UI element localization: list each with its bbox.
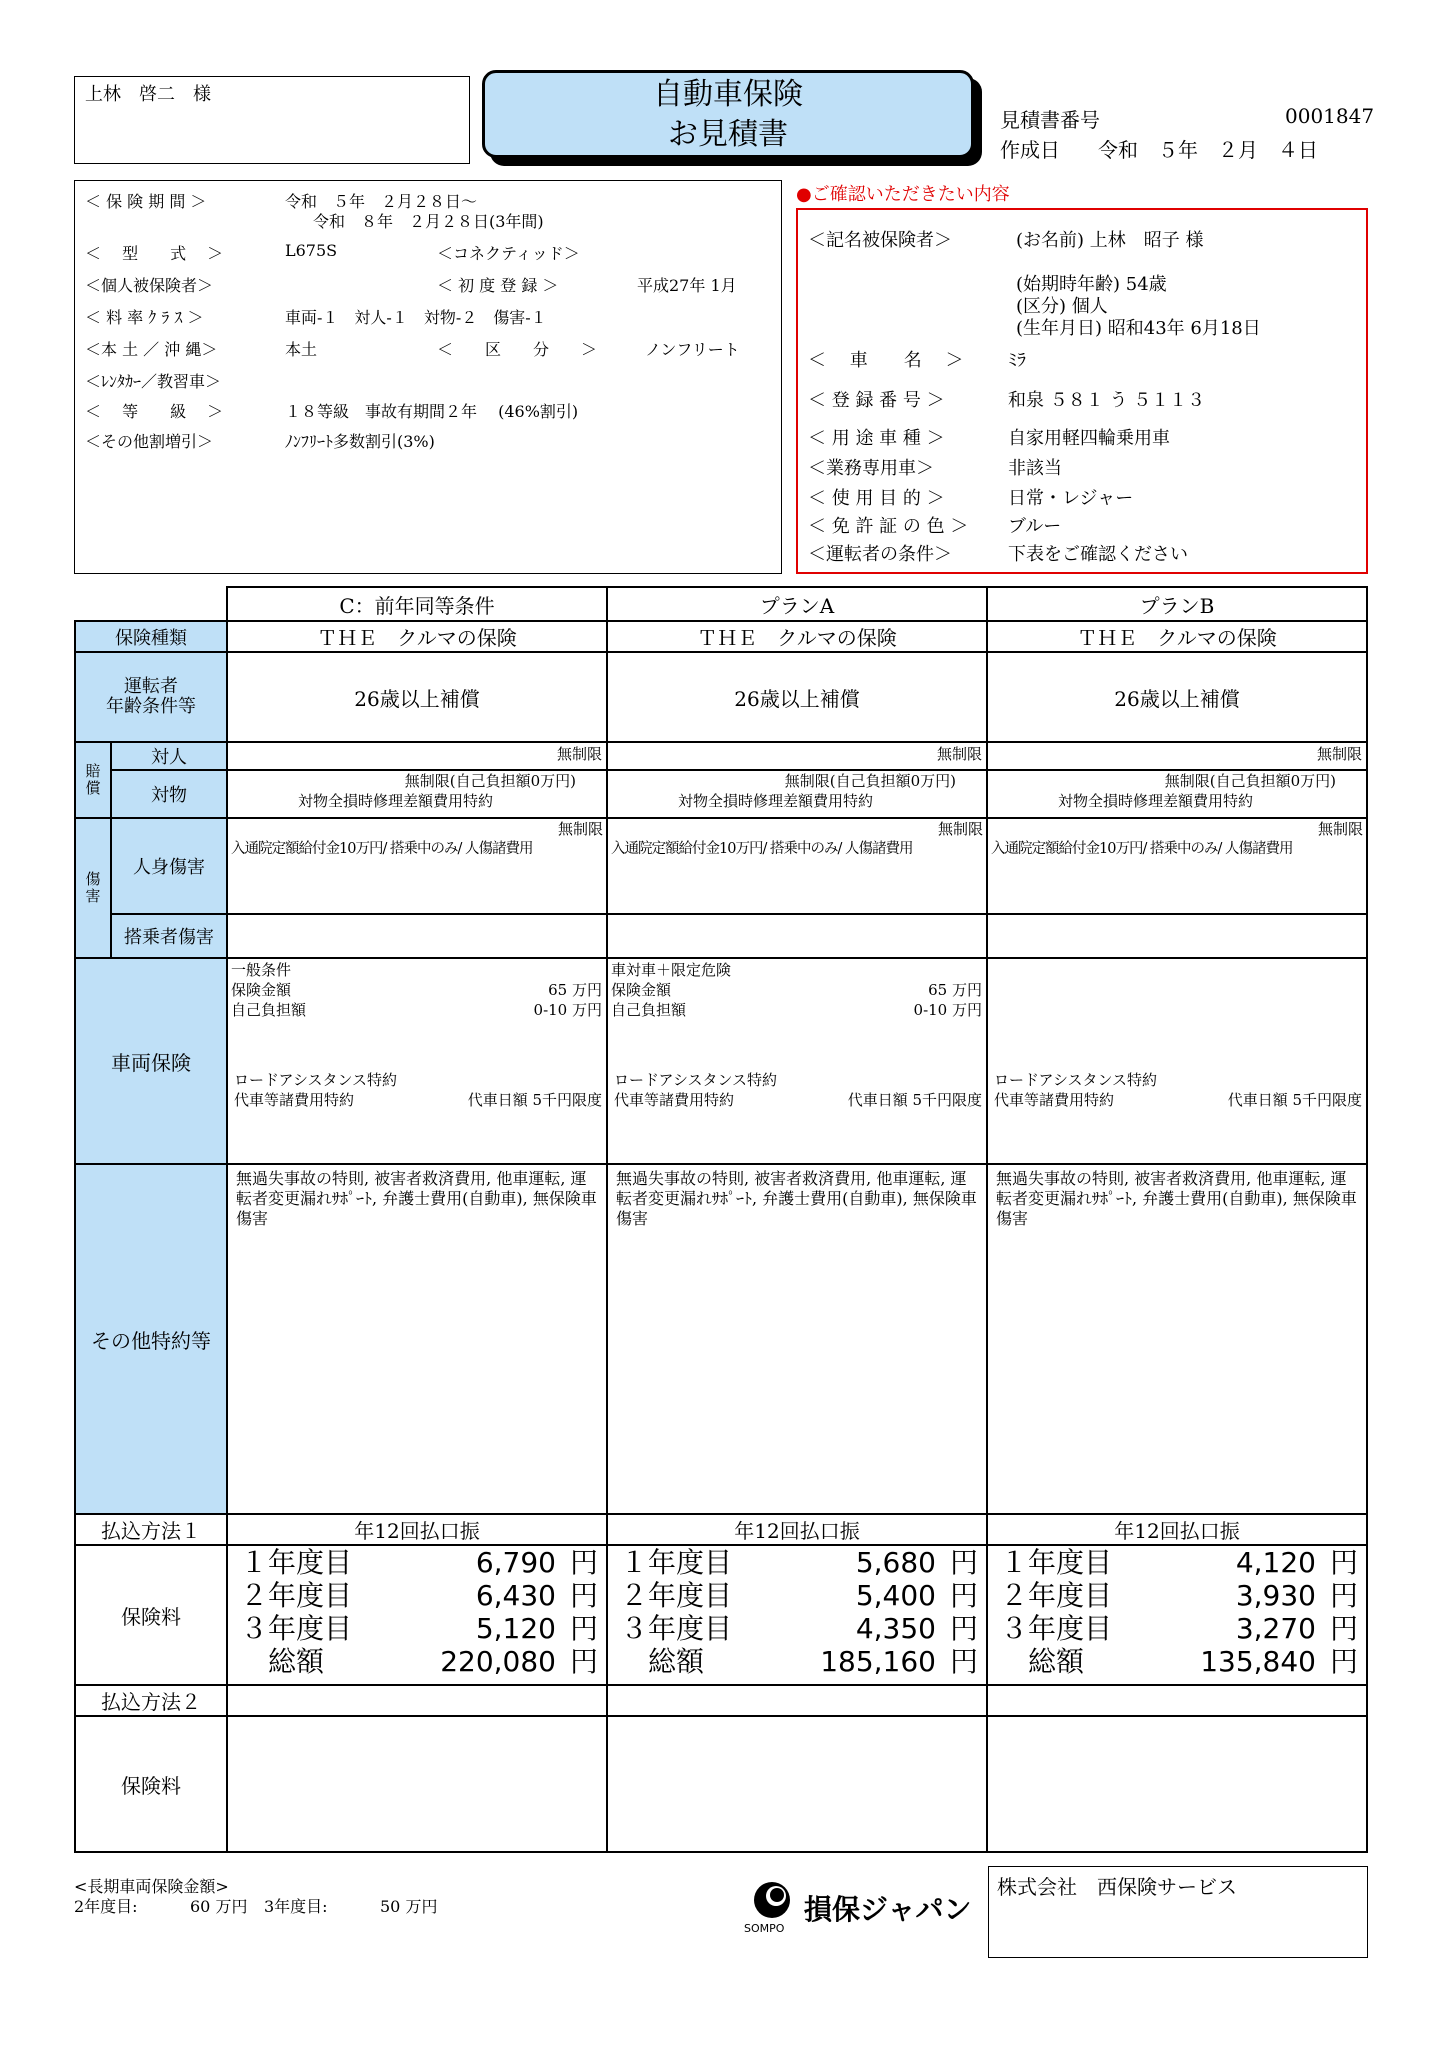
taibutsu-cell [227,770,607,818]
title-line1: 自動車保険 [653,77,803,112]
jinshin-limit: 無制限 [1317,820,1363,838]
premium-amount: 3,270 [1235,1612,1316,1645]
confirm-box [796,208,1368,574]
row-label: 運転者 年齢条件等 [75,652,227,742]
confirm-value: ブルー [1008,516,1062,537]
premium-total: 135,840 [1200,1645,1316,1678]
payment-method: 年12回払口振 [987,1514,1367,1545]
driver-condition: 26歳以上補償 [607,652,987,742]
title-line2: お見積書 [668,117,788,152]
driver-condition: 26歳以上補償 [987,652,1367,742]
premium-amount: 4,120 [1235,1546,1316,1579]
quote-number-label: 見積書番号 [1000,108,1100,132]
road-assistance: ロードアシスタンス特約 [234,1071,398,1089]
quote-date-label: 作成日 [1000,138,1060,162]
premium-total-label: 総額 [648,1645,705,1678]
row-label: 払込方法１ [75,1514,227,1545]
sharyo-cell [607,958,987,1164]
info-label: ＜ 等 級 ＞ [85,402,224,421]
premium-year: １年度目 [620,1546,733,1579]
info-label: ＜ 区 分 ＞ [437,340,598,359]
info-label: ＜コネクティッド＞ [437,244,580,263]
plan-name: プランA [607,587,987,621]
yen-unit: 円 [569,1579,598,1612]
road-assistance: ロードアシスタンス特約 [994,1071,1158,1089]
row-label: 搭乗者傷害 [111,914,227,958]
logo-text: 損保ジャパン [804,1893,972,1926]
confirm-label: ＜ 車 名 ＞ [808,350,964,371]
info-label: ＜その他割増引＞ [85,432,214,451]
info-value: ﾉﾝﾌﾘｰﾄ多数割引(3%) [285,432,435,451]
jinshin-cell [607,818,987,914]
info-label: ＜ 初 度 登 録 ＞ [437,276,559,295]
info-label: ＜ 料 率 ｸ ﾗ ｽ ＞ [85,308,204,327]
table-row [75,818,1367,914]
premium-year: ３年度目 [240,1612,353,1645]
info-label: ＜個人被保険者＞ [85,276,214,295]
plan-type: ＴＨＥ クルマの保険 [987,621,1367,652]
confirm-label: ＜業務専用車＞ [808,458,934,479]
premium-total-label: 総額 [1028,1645,1085,1678]
premium-amount: 6,790 [475,1546,556,1579]
road-assistance: ロードアシスタンス特約 [614,1071,778,1089]
premium-total: 220,080 [440,1645,556,1678]
rental-value: 代車日額 5千円限度 [467,1091,602,1109]
taibutsu-rider: 対物全損時修理差額費用特約 [1058,792,1254,810]
taijin-value: 無制限 [987,742,1367,770]
info-value: 令和 ５年 ２月２８日～ [285,192,478,211]
confirm-value: ﾐﾗ [1008,350,1026,371]
premium-cell [607,1545,987,1685]
driver-condition: 26歳以上補償 [227,652,607,742]
yen-unit: 円 [949,1579,978,1612]
quote-number: 0001847 [1285,104,1375,128]
policy-info-box [74,180,782,574]
sharyo-amount-label: 保険金額 [231,981,292,999]
taijin-value: 無制限 [227,742,607,770]
insured-label: ＜記名被保険者＞ [808,230,952,251]
other-riders [987,1164,1367,1514]
table-row [75,587,1367,621]
info-value: 本土 [285,340,318,359]
taibutsu-cell [607,770,987,818]
year2-value: 60 万円 [190,1897,248,1916]
yen-unit: 円 [949,1645,978,1678]
confirm-label: ＜ 免 許 証 の 色 ＞ [808,516,969,537]
row-label: 保険種類 [75,621,227,652]
premium-year: ３年度目 [620,1612,733,1645]
logo-sub: SOMPO [744,1922,785,1935]
premium-amount: 5,680 [855,1546,936,1579]
jinshin-limit: 無制限 [557,820,603,838]
row-label: その他特約等 [75,1164,227,1514]
premium-cell [987,1545,1367,1685]
plan-type: ＴＨＥ クルマの保険 [607,621,987,652]
taibutsu-main: 無制限(自己負担額0万円) [404,772,576,790]
yen-unit: 円 [569,1612,598,1645]
jinshin-cell [227,818,607,914]
sharyo-deductible-label: 自己負担額 [231,1001,307,1019]
taijin-value: 無制限 [607,742,987,770]
table-row [75,958,1367,1164]
row-label: 対物 [111,770,227,818]
taibutsu-main: 無制限(自己負担額0万円) [784,772,956,790]
insured-category: (区分) 個人 [1016,296,1108,317]
rental-label: 代車等諸費用特約 [994,1091,1115,1109]
info-value: 平成27年 1月 [637,276,737,295]
other-riders [607,1164,987,1514]
premium-amount: 6,430 [475,1579,556,1612]
table-row [75,1545,1367,1685]
payment-method: 年12回払口振 [607,1514,987,1545]
yen-unit: 円 [1329,1612,1358,1645]
yen-unit: 円 [569,1645,598,1678]
long-term-label: <長期車両保険金額> [74,1877,229,1896]
table-row [75,652,1367,742]
info-value: １８等級 事故有期間２年 (46%割引) [285,402,579,421]
premium-amount: 5,400 [855,1579,936,1612]
premium-year: １年度目 [240,1546,353,1579]
yen-unit: 円 [569,1546,598,1579]
info-value: L675S [285,241,338,260]
yen-unit: 円 [1329,1546,1358,1579]
sharyo-cell [987,958,1367,1164]
row-label: 人身傷害 [111,818,227,914]
confirm-value: 下表をご確認ください [1008,544,1188,565]
jinshin-cell [987,818,1367,914]
plan-name: C：前年同等条件 [227,587,607,621]
document-title [482,70,974,158]
premium-amount: 5,120 [475,1612,556,1645]
taibutsu-rider: 対物全損時修理差額費用特約 [298,792,494,810]
premium-amount: 3,930 [1235,1579,1316,1612]
info-value: 令和 ８年 ２月２８日(3年間) [313,212,544,231]
premium-amount: 4,350 [855,1612,936,1645]
jinshin-rider: 入通院定額給付金10万円/ 搭乗中のみ/ 人傷諸費用 [231,841,533,857]
rental-label: 代車等諸費用特約 [234,1091,355,1109]
year3-value: 50 万円 [380,1897,438,1916]
other-riders-text: 無過失事故の特則, 被害者救済費用, 他車運転, 運転者変更漏れｻﾎﾟｰﾄ, 弁護士費用(自動車), 無保険車傷害 [996,1169,1357,1228]
confirm-value: 自家用軽四輪乗用車 [1008,428,1170,449]
jinshin-rider: 入通院定額給付金10万円/ 搭乗中のみ/ 人傷諸費用 [991,841,1293,857]
sharyo-deductible: 0-10 万円 [913,1001,982,1019]
sompo-logo [744,1880,984,1940]
info-label: ＜ 保 険 期 間 ＞ [85,192,207,211]
premium-total-label: 総額 [268,1645,325,1678]
info-label: ＜ﾚﾝﾀｶｰ／教習車＞ [85,372,222,391]
yen-unit: 円 [949,1612,978,1645]
taibutsu-main: 無制限(自己負担額0万円) [1164,772,1336,790]
confirm-value: 和泉 ５８１ う ５１１３ [1008,390,1206,411]
year2-label: 2年度目: [74,1897,138,1916]
sharyo-amount: 65 万円 [928,981,982,999]
info-value: ノンフリート [645,340,740,359]
table-row [75,770,1367,818]
agency-box [988,1866,1368,1958]
premium-total: 185,160 [820,1645,936,1678]
sharyo-deductible-label: 自己負担額 [611,1001,687,1019]
rental-value: 代車日額 5千円限度 [1227,1091,1362,1109]
confirm-heading: ●ご確認いただきたい内容 [796,184,1010,205]
confirm-label: ＜運転者の条件＞ [808,544,952,565]
premium-cell [227,1545,607,1685]
rental-value: 代車日額 5千円限度 [847,1091,982,1109]
confirm-label: ＜ 用 途 車 種 ＞ [808,428,945,449]
premium-year: ２年度目 [620,1579,733,1612]
table-row [75,914,1367,958]
insured-birth: (生年月日) 昭和43年 6月18日 [1016,318,1261,339]
sharyo-type: 一般条件 [231,961,292,979]
row-label: 傷害 [75,818,111,958]
table-row [75,621,1367,652]
yen-unit: 円 [1329,1645,1358,1678]
other-riders-text: 無過失事故の特則, 被害者救済費用, 他車運転, 運転者変更漏れｻﾎﾟｰﾄ, 弁護士費用(自動車), 無保険車傷害 [616,1169,977,1228]
premium-year: ２年度目 [1000,1579,1113,1612]
table-row [75,742,1367,770]
row-label: 払込方法２ [75,1685,227,1716]
year3-label: 3年度目: [264,1897,328,1916]
agency-name: 株式会社 西保険サービス [997,1875,1237,1899]
jinshin-limit: 無制限 [937,820,983,838]
table-row [75,1685,1367,1716]
row-label: 対人 [111,742,227,770]
sharyo-amount: 65 万円 [548,981,602,999]
sharyo-cell [227,958,607,1164]
taibutsu-rider: 対物全損時修理差額費用特約 [678,792,874,810]
other-riders [227,1164,607,1514]
plan-name: プランB [987,587,1367,621]
row-label: 保険料 [75,1716,227,1852]
table-row [75,1164,1367,1514]
payment-method: 年12回払口振 [227,1514,607,1545]
table-row [75,1514,1367,1545]
sharyo-deductible: 0-10 万円 [533,1001,602,1019]
plan-comparison-table [74,586,1368,1853]
info-label: ＜ 型 式 ＞ [85,244,224,263]
rental-label: 代車等諸費用特約 [614,1091,735,1109]
jinshin-rider: 入通院定額給付金10万円/ 搭乗中のみ/ 人傷諸費用 [611,841,913,857]
row-label: 車両保険 [75,958,227,1164]
confirm-value: 日常・レジャー [1008,488,1134,509]
confirm-label: ＜ 登 録 番 号 ＞ [808,390,945,411]
info-label: ＜本 土 ／ 沖 縄＞ [85,340,218,359]
plan-type: ＴＨＥ クルマの保険 [227,621,607,652]
sompo-logo-icon [750,1880,794,1920]
quote-date: 令和 ５年 ２月 ４日 [1098,138,1318,162]
other-riders-text: 無過失事故の特則, 被害者救済費用, 他車運転, 運転者変更漏れｻﾎﾟｰﾄ, 弁護士費用(自動車), 無保険車傷害 [236,1169,597,1228]
insured-age: (始期時年齢) 54歳 [1016,274,1167,295]
sharyo-type: 車対車＋限定危険 [611,961,732,979]
row-label: 賠償 [75,742,111,818]
yen-unit: 円 [1329,1579,1358,1612]
premium-year: ２年度目 [240,1579,353,1612]
info-value: 車両-１ 対人-１ 対物-２ 傷害-１ [285,308,547,327]
confirm-label: ＜ 使 用 目 的 ＞ [808,488,945,509]
confirm-value: 非該当 [1008,458,1062,479]
yen-unit: 円 [949,1546,978,1579]
insured-name: (お名前) 上林 昭子 様 [1016,230,1204,251]
taibutsu-cell [987,770,1367,818]
sharyo-amount-label: 保険金額 [611,981,672,999]
premium-year: ３年度目 [1000,1612,1113,1645]
customer-name: 上林 啓二 様 [85,84,211,105]
row-label: 保険料 [75,1545,227,1685]
table-row [75,1716,1367,1852]
customer-name-box [74,76,470,164]
premium-year: １年度目 [1000,1546,1113,1579]
